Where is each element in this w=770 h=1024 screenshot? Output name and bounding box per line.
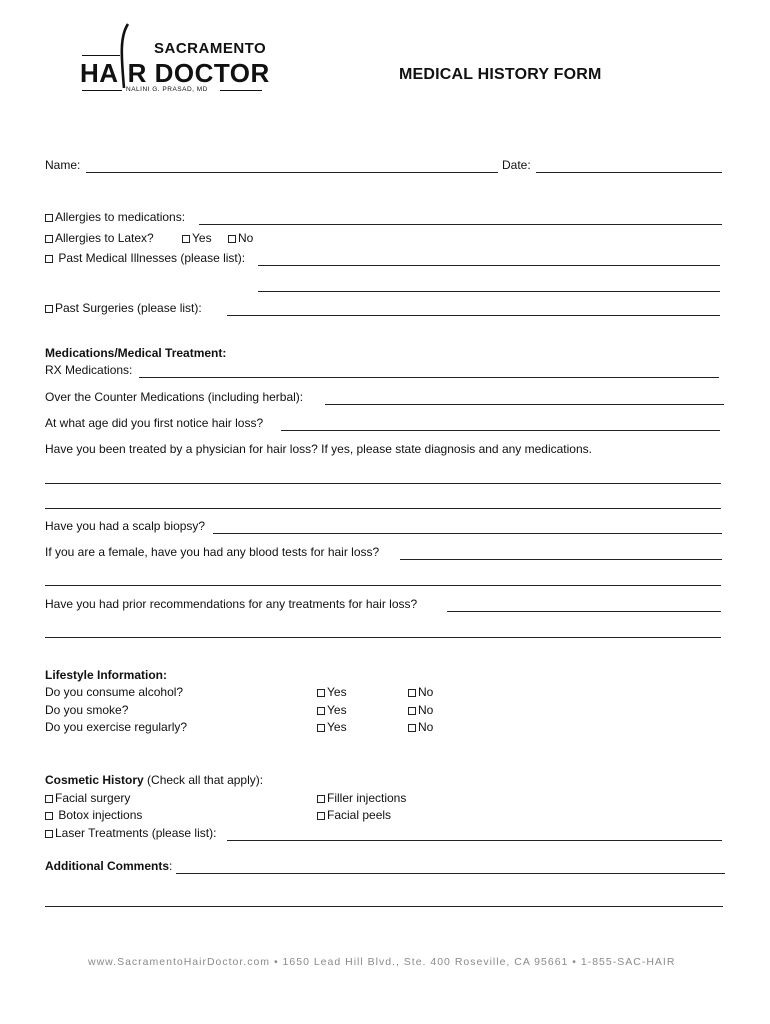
- checkbox-latex-no[interactable]: [228, 235, 236, 243]
- checkbox-facial-surgery[interactable]: [45, 795, 53, 803]
- checkbox-past-surgeries[interactable]: [45, 305, 53, 313]
- checkbox-laser[interactable]: [45, 830, 53, 838]
- alcohol-label: Do you consume alcohol?: [45, 685, 184, 699]
- logo-main-right: R DOCTOR: [127, 58, 270, 88]
- allergies-latex-label: Allergies to Latex?: [55, 231, 154, 245]
- past-illnesses-field[interactable]: [258, 265, 720, 266]
- blood-tests-field-2[interactable]: [45, 585, 721, 586]
- laser-field[interactable]: [227, 840, 722, 841]
- logo-rule-sub-left: [82, 90, 122, 91]
- past-illnesses-field-2[interactable]: [258, 291, 720, 292]
- prior-recs-field-2[interactable]: [45, 637, 721, 638]
- cosmetic-heading-row: [45, 773, 263, 787]
- exercise-yes-option[interactable]: [317, 720, 347, 734]
- checkbox-alcohol-no[interactable]: [408, 689, 416, 697]
- checkbox-smoke-no[interactable]: [408, 707, 416, 715]
- treated-label: Have you been treated by a physician for hair loss? If yes, please state diagnosis and any medications.: [45, 442, 592, 456]
- prior-recs-label: Have you had prior recommendations for any treatments for hair loss?: [45, 597, 418, 611]
- filler-label: Filler injections: [327, 791, 407, 805]
- allergies-meds-label: Allergies to medications:: [55, 210, 186, 224]
- treated-field-2[interactable]: [45, 508, 721, 509]
- checkbox-exercise-yes[interactable]: [317, 724, 325, 732]
- exercise-label: Do you exercise regularly?: [45, 720, 188, 734]
- facial-surgery-label: Facial surgery: [55, 791, 131, 805]
- alcohol-yes-option[interactable]: [317, 685, 347, 699]
- laser-label: Laser Treatments (please list):: [55, 826, 217, 840]
- peels-label: Facial peels: [327, 808, 392, 822]
- checkbox-latex-yes[interactable]: [182, 235, 190, 243]
- checkbox-allergies-meds[interactable]: [45, 214, 53, 222]
- logo-top-text: SACRAMENTO: [154, 40, 267, 57]
- checkbox-alcohol-yes[interactable]: [317, 689, 325, 697]
- rx-meds-field[interactable]: [139, 377, 719, 378]
- smoke-yes-option[interactable]: [317, 703, 347, 717]
- age-loss-label: At what age did you first notice hair loss?: [45, 416, 264, 430]
- exercise-no-option[interactable]: [408, 720, 433, 734]
- rx-meds-label: RX Medications:: [45, 363, 133, 377]
- comments-row: [45, 859, 172, 873]
- past-surgeries-row[interactable]: [45, 301, 202, 315]
- botox-option[interactable]: [45, 808, 142, 822]
- smoke-no-label: No: [418, 703, 434, 717]
- peels-option[interactable]: [317, 808, 391, 822]
- page-title: MEDICAL HISTORY FORM: [399, 66, 602, 83]
- logo-main-left: HA: [80, 58, 119, 88]
- past-surgeries-field[interactable]: [227, 315, 720, 316]
- logo-main-text: [80, 58, 270, 89]
- date-label: Date:: [502, 158, 531, 172]
- latex-no-label: No: [238, 231, 254, 245]
- prior-recs-field[interactable]: [447, 611, 721, 612]
- checkbox-filler[interactable]: [317, 795, 325, 803]
- name-label: Name:: [45, 158, 81, 172]
- lifestyle-heading: Lifestyle Information:: [45, 668, 168, 682]
- past-surgeries-label: Past Surgeries (please list):: [55, 301, 202, 315]
- checkbox-allergies-latex[interactable]: [45, 235, 53, 243]
- botox-label: Botox injections: [55, 808, 143, 822]
- cosmetic-note: (Check all that apply):: [143, 773, 264, 787]
- smoke-label: Do you smoke?: [45, 703, 129, 717]
- smoke-no-option[interactable]: [408, 703, 433, 717]
- comments-field[interactable]: [176, 873, 725, 874]
- latex-yes-option[interactable]: [182, 231, 212, 245]
- past-illnesses-row[interactable]: [45, 251, 245, 265]
- exercise-no-label: No: [418, 720, 434, 734]
- age-loss-field[interactable]: [281, 430, 720, 431]
- checkbox-past-illnesses[interactable]: [45, 255, 53, 263]
- scalp-biopsy-label: Have you had a scalp biopsy?: [45, 519, 206, 533]
- logo-rule-left: [82, 55, 120, 56]
- comments-colon: :: [169, 859, 173, 873]
- laser-option[interactable]: [45, 826, 216, 840]
- scalp-biopsy-field[interactable]: [213, 533, 722, 534]
- checkbox-exercise-no[interactable]: [408, 724, 416, 732]
- date-field[interactable]: [536, 172, 722, 173]
- otc-meds-label: Over the Counter Medications (including herbal):: [45, 390, 304, 404]
- blood-tests-label: If you are a female, have you had any blood tests for hair loss?: [45, 545, 380, 559]
- comments-label: Additional Comments: [45, 859, 170, 873]
- latex-yes-label: Yes: [192, 231, 212, 245]
- treated-field-1[interactable]: [45, 483, 721, 484]
- allergies-meds-field[interactable]: [199, 224, 722, 225]
- facial-surgery-option[interactable]: [45, 791, 130, 805]
- past-illnesses-label: Past Medical Illnesses (please list):: [55, 251, 246, 265]
- latex-no-option[interactable]: [228, 231, 253, 245]
- checkbox-botox[interactable]: [45, 812, 53, 820]
- smoke-yes-label: Yes: [327, 703, 347, 717]
- cosmetic-heading: Cosmetic History: [45, 773, 144, 787]
- logo-rule-sub-right: [220, 90, 262, 91]
- blood-tests-field[interactable]: [400, 559, 722, 560]
- name-field[interactable]: [86, 172, 498, 173]
- otc-meds-field[interactable]: [325, 404, 724, 405]
- medications-heading: Medications/Medical Treatment:: [45, 346, 227, 360]
- allergies-latex-row: [45, 231, 154, 245]
- filler-option[interactable]: [317, 791, 406, 805]
- footer-contact: www.SacramentoHairDoctor.com • 1650 Lead Hill Blvd., Ste. 400 Roseville, CA 95661 • 1-855-SAC-HAIR: [88, 956, 676, 968]
- alcohol-yes-label: Yes: [327, 685, 347, 699]
- allergies-meds-row[interactable]: [45, 210, 185, 224]
- logo-subtitle: NALINI G. PRASAD, MD: [126, 86, 208, 93]
- alcohol-no-label: No: [418, 685, 434, 699]
- exercise-yes-label: Yes: [327, 720, 347, 734]
- checkbox-smoke-yes[interactable]: [317, 707, 325, 715]
- alcohol-no-option[interactable]: [408, 685, 433, 699]
- comments-field-2[interactable]: [45, 906, 723, 907]
- checkbox-peels[interactable]: [317, 812, 325, 820]
